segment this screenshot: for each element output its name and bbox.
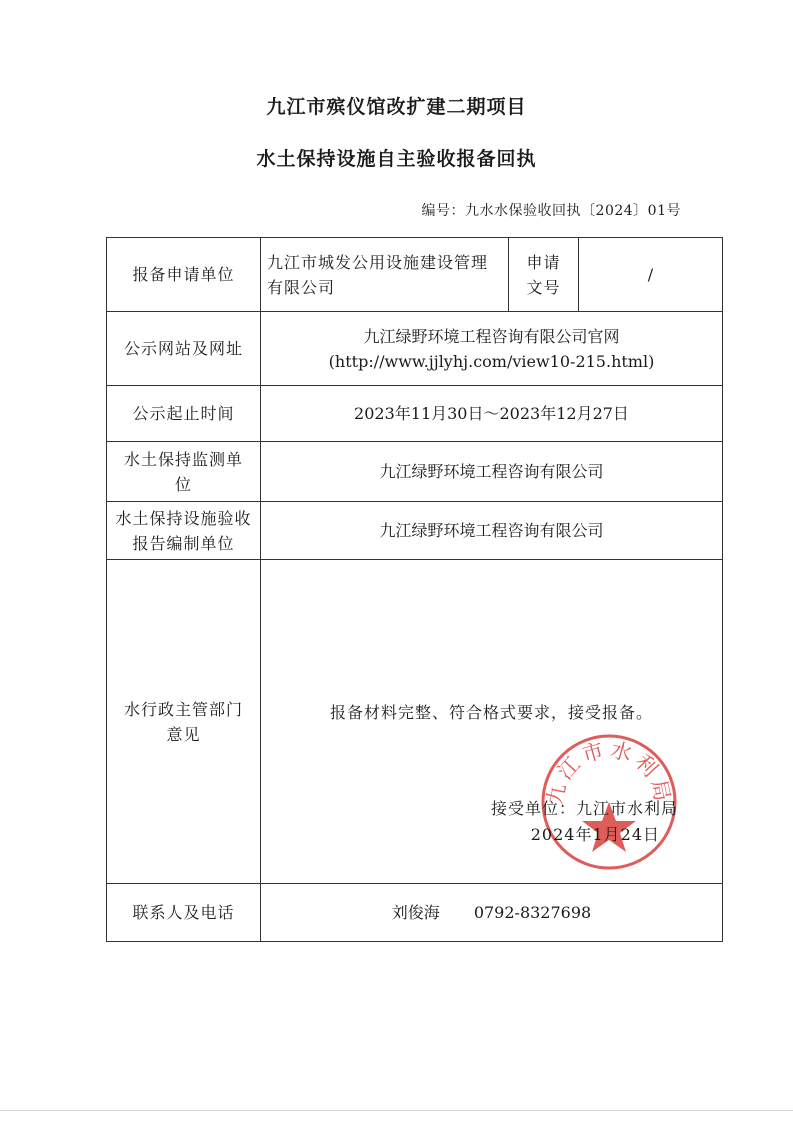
row-compiler <box>107 502 723 560</box>
document-title-line2: 水土保持设施自主验收报备回执 <box>256 148 537 170</box>
applicant-label: 报备申请单位 <box>107 238 261 312</box>
contact-name: 刘俊海 <box>391 903 440 922</box>
website-name: 九江绿野环境工程咨询有限公司官网 <box>363 326 620 346</box>
compiler-value: 九江绿野环境工程咨询有限公司 <box>261 502 723 560</box>
receiving-unit: 接受单位：九江市水利局 <box>490 799 678 818</box>
monitor-value: 九江绿野环境工程咨询有限公司 <box>261 442 723 502</box>
contact-value <box>261 884 723 942</box>
row-period <box>107 386 723 442</box>
website-label: 公示网站及网址 <box>107 312 261 386</box>
row-website <box>107 312 723 386</box>
document-title-line1: 九江市殡仪馆改扩建二期项目 <box>266 96 527 118</box>
row-opinion <box>107 560 723 884</box>
period-label: 公示起止时间 <box>107 386 261 442</box>
monitor-label: 水土保持监测单位 <box>107 442 261 502</box>
seal-text: 九江市水利局 <box>542 737 676 808</box>
row-contact <box>107 884 723 942</box>
filing-receipt-table <box>106 237 723 942</box>
scan-edge-line <box>0 1110 793 1111</box>
opinion-label: 水行政主管部门意见 <box>107 560 261 884</box>
contact-phone: 0792-8327698 <box>473 903 592 922</box>
row-applicant <box>107 238 723 312</box>
contact-label: 联系人及电话 <box>107 884 261 942</box>
receiving-date: 2024年1月24日 <box>530 825 660 844</box>
compiler-label: 水土保持设施验收报告编制单位 <box>107 502 261 560</box>
applicant-value: 九江市城发公用设施建设管理有限公司 <box>261 238 509 312</box>
document-number: 编号：九水水保验收回执〔2024〕01号 <box>421 203 681 219</box>
doc-no-label: 申请文号 <box>509 238 579 312</box>
row-monitor <box>107 442 723 502</box>
website-url: (http://www.jjlyhj.com/view10-215.html) <box>328 351 655 371</box>
opinion-cell <box>261 560 723 884</box>
website-value <box>261 312 723 386</box>
period-value: 2023年11月30日～2023年12月27日 <box>261 386 723 442</box>
doc-no-value: / <box>579 238 723 312</box>
opinion-text: 报备材料完整、符合格式要求，接受报备。 <box>329 703 653 722</box>
